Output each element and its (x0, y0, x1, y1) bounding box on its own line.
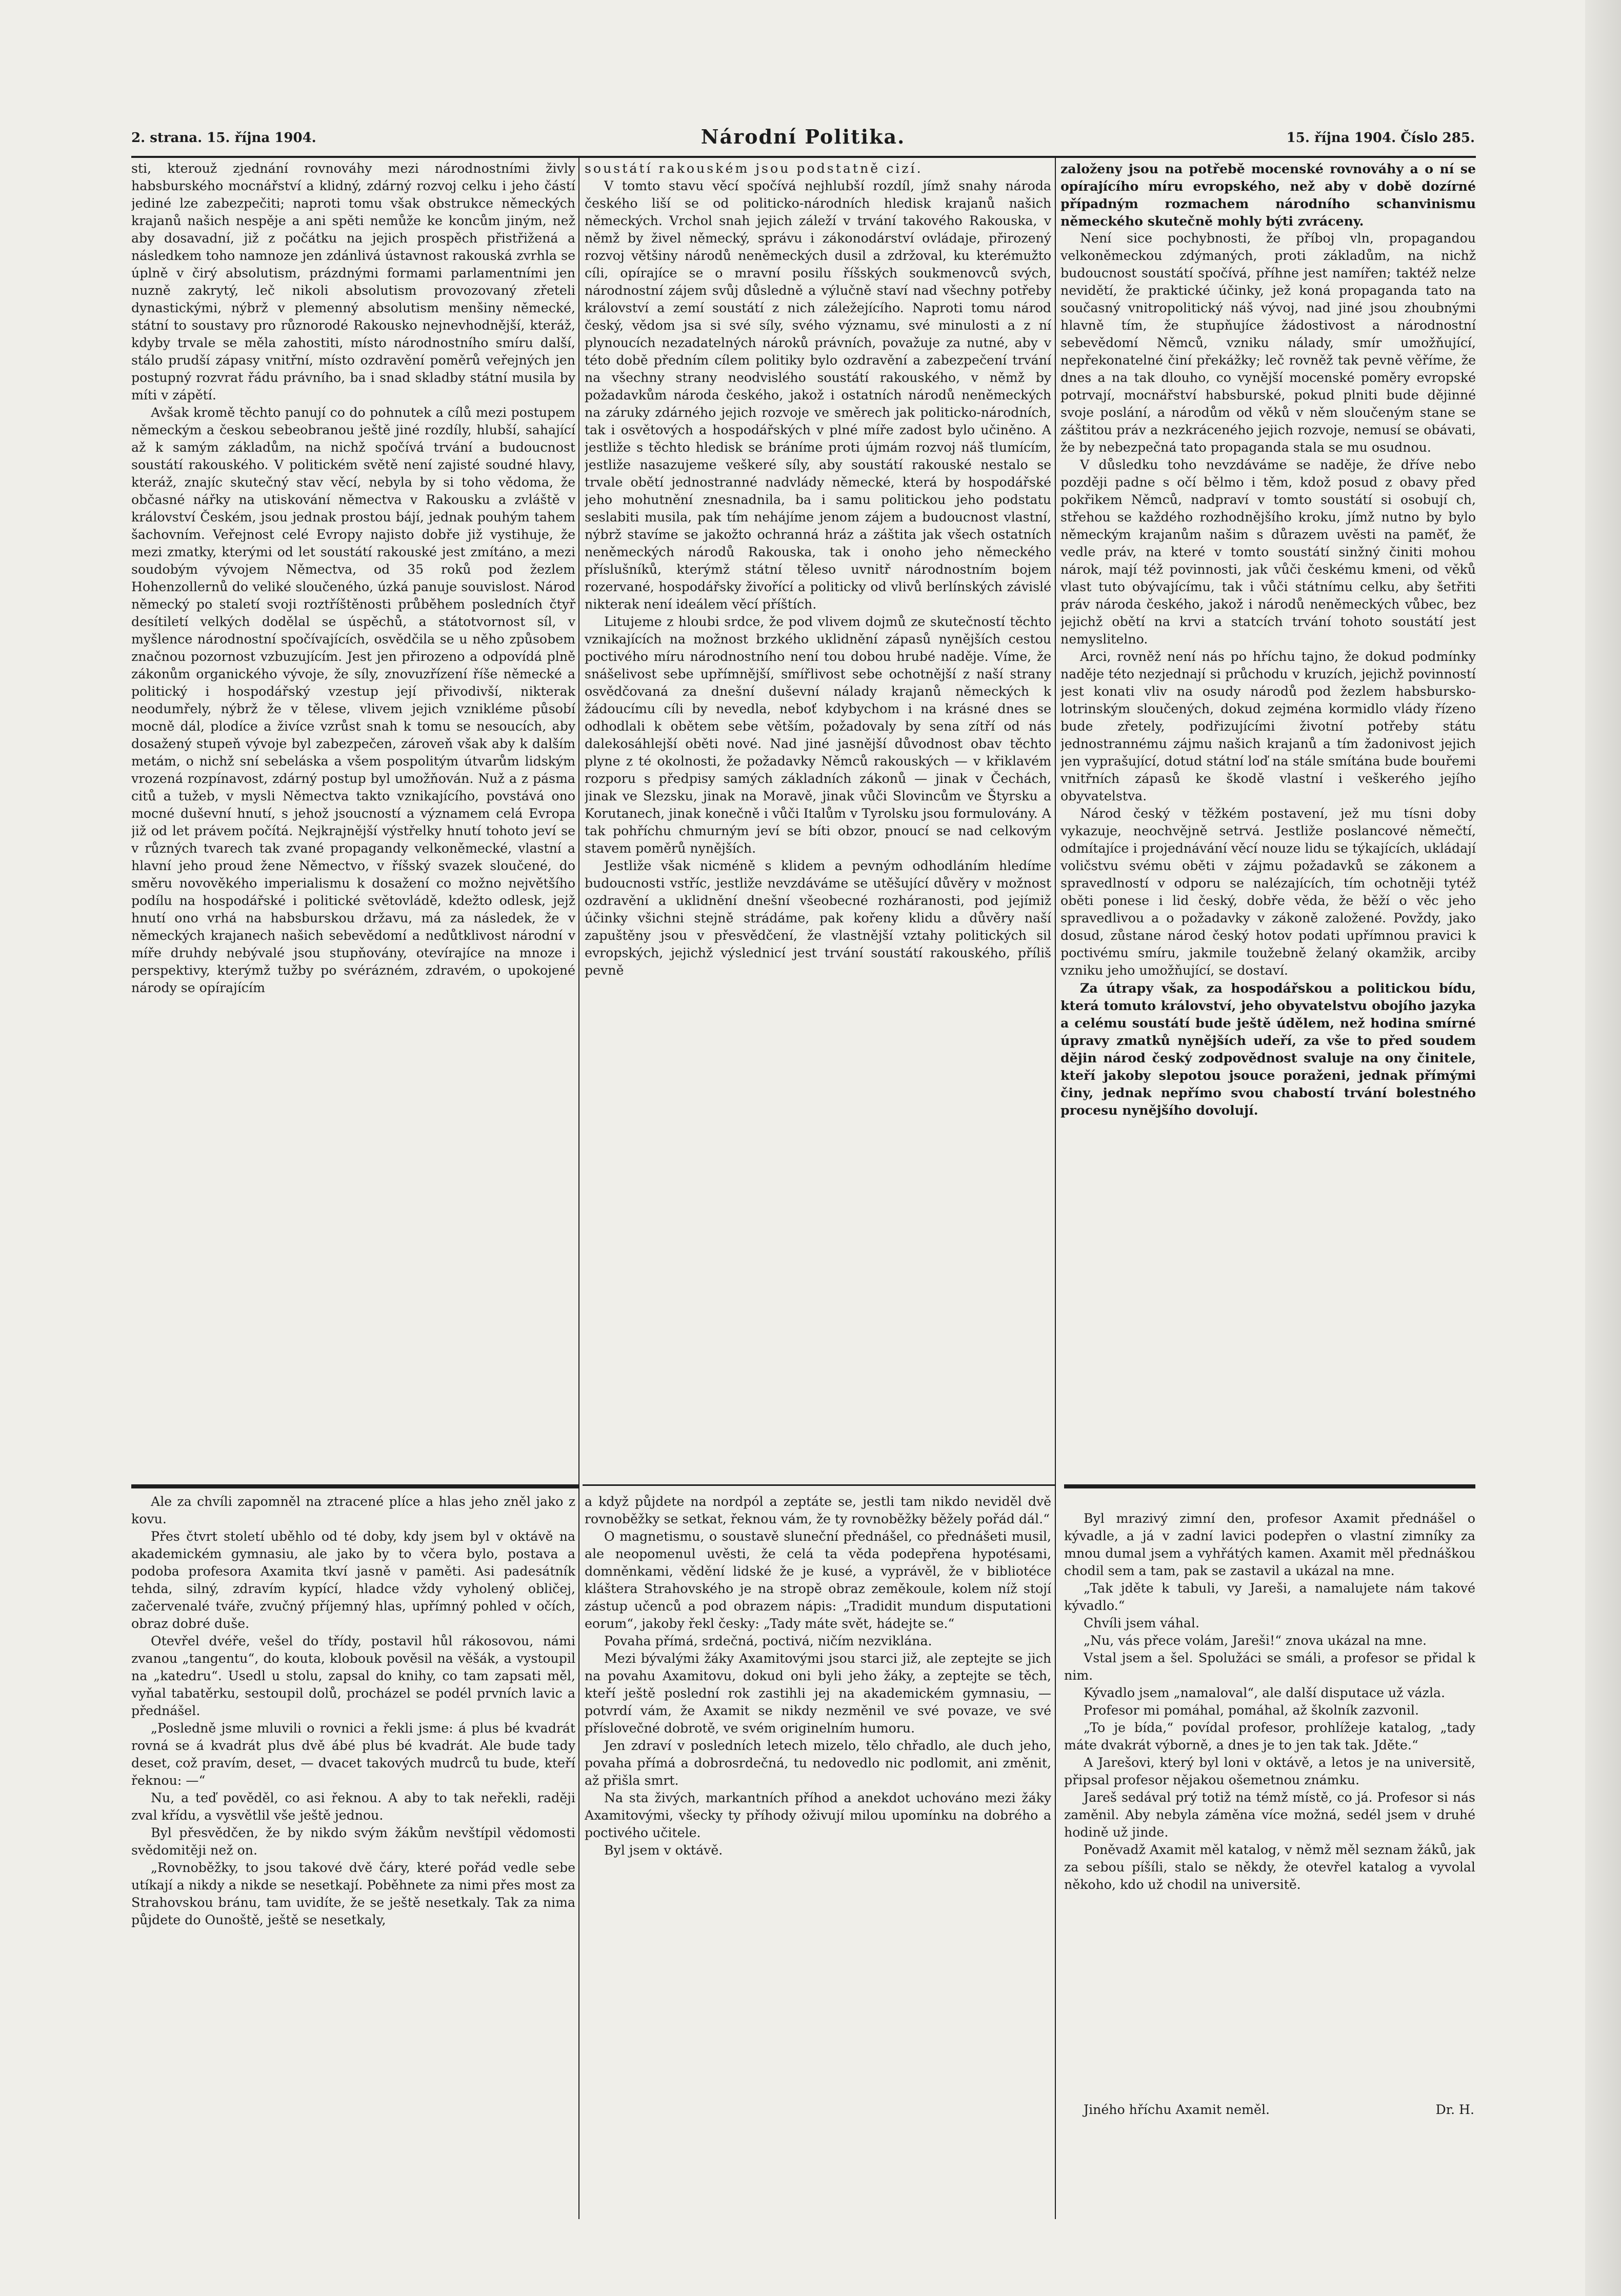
masthead-title: Národní Politika. (701, 125, 906, 148)
closing-line (1064, 2101, 1474, 2119)
feuilleton-column-1 (131, 1493, 575, 2216)
paragraph: Není sice pochybnosti, že příboj vln, propagandou velkoněmeckou zdýmaných, proti základům, na nichž budoucnost soustátí spočívá, příhne jest namířen; taktéž nelze nevidětí, že praktické účinky, jež koná propaganda tato na současný vnitropolitický náš vývoj, nad jiné jsou zhoubnými hlavně tím, že stupňujíce žádostivost a národnostní sebevědomí Němců, vzniku nálady, smír umožňující, nepřekonatelné činí překážky; leč rovněž tak pevně věříme, že dnes a na tak dlouho, co vynější mocenské poměry evropské potrvají, mocnářství habsburské, pokud plniti bude dějinné svoje poslání, a národům od věků v něm sloučeným stane se záštitou práv a nezkráceného jejich rozvoje, nemusí se obávati, že by nebezpečná tato propaganda stala se mu osudnou. (1060, 231, 1476, 455)
column-rule-1 (578, 158, 579, 2219)
paragraph: Mezi bývalými žáky Axamitovými jsou starci již, ale zeptejte se jich na povahu Axamitovu, dokud oni byli jeho žáky, a zeptejte se těch, kteří ještě poslední rok zastihli jej na akademickém gymnasiu, — potvrdí vám, že Axamit se nikdy nezměnil ve své povaze, ve své příslovečné dobrotě, ve svém originelním humoru. (585, 1651, 1051, 1736)
paragraph: Avšak kromě těchto panují co do pohnutek a cílů mezi postupem německým a českou sebeobranou ještě jiné rozdíly, hlubší, sahající až k samým základům, na nichž spočívá trvání a budoucnost soustátí rakouského. V politickém světě není zajisté soudné hlavy, kteráž, znajíc skutečný stav věcí, nebyla by si toho vědoma, že občasné nářky na utiskování němectva v Rakousku a zvláště v království Českém, jsou jednak prostou bájí, jednak pouhým tahem šachovním. Veřejnost celé Evropy najisto dobře již vystihuje, že mezi zmatky, kterými od let soustátí rakouské jest zmítáno, a mezi soudobým vývojem Němectva, od 35 roků pod žezlem Hohenzollernů do veliké sloučeného, úzká panuje souvislost. Národ německý po staletí svoji roztříštěnosti průběhem posledních čtyř desítiletí velkých dodělal se úspěchů, a státotvornost síl, v myšlence národnostní spočívajících, osvědčila se u něho způsobem značnou pozornost vzbuzujícím. Jest jen přirozeno a odpovídá plně zákonům organického vývoje, že síly, znovuzřízení říše německé a politický i hospodářský vzestup její přivodivší, nikterak neodumřely, nýbrž že v tělese, vlivem jejich vznikléme působí mocně dál, plodíce a živíce vzrůst snah k tomu se nesoucích, aby dosažený stupeň vývoje byl zabezpečen, zároveň však aby k dalším metám, o nichž sní sebeláska a všem pospolitým útvarům lidským vrozená rozpínavost, zdárný postup byl umožňován. Nuž a z pásma citů a tužeb, v mysli Němectva takto vznikajícího, povstává ono mocné duševní hnutí, s jehož jsoucností a významem celá Evropa již od let právem počítá. Nejkrajnější výstřelky hnutí tohoto jeví se v různých tvarech tak zvané propagandy velkoněmecké, vlastní a hlavní jeho proud žene Němectvo, v říšský svazek sloučené, do směru novověkého imperialismu k dosažení co možno největšího podílu na hospodářské i politické světovládě, kdežto odlesk, jejž hnutí ono vrhá na habsburskou državu, má za následek, že v německých krajanech našich sebevědomí a nedůtklivost národní v míře druhdy nebývalé jsou stupňovány, otevírajíce na mnoze i perspektivy, kterýmž tužby po svérázném, zdravém, o upokojené národy se opírajícím (131, 405, 575, 995)
closing-sentence: Jiného hříchu Axamit neměl. (1084, 2102, 1270, 2117)
paragraph: Jareš sedával prý totiž na témž místě, co já. Profesor si nás zaměnil. Aby nebyla záměna více možná, sedél jsem v druhé hodině už jinde. (1064, 1790, 1475, 1840)
header-right: 15. října 1904. Číslo 285. (1286, 130, 1475, 146)
header-left: 2. strana. 15. října 1904. (131, 130, 316, 146)
paragraph: Ale za chvíli zapomněl na ztracené plíce a hlas jeho zněl jako z kovu. (131, 1494, 575, 1526)
paragraph: Arci, rovněž není nás po hříchu tajno, že dokud podmínky naděje této nezjednají si průchodu v kruzích, jejichž povinností jest konati vliv na osudy národů pod žezlem habsbursko-lotrinským sloučených, dokud zejména kormidlo vlády řízeno bude zřetely, podřizujícími životní potřeby státu jednostrannému zájmu našich krajanů a tím žadonivost jejich jen vyprašující, dotud státní loď na stále smítána bude bouřemi vnitřních zápasů ke škodě vlastní i veškerého jejího obyvatelstva. (1060, 649, 1476, 803)
page-header (131, 125, 1475, 154)
paragraph: Byl mrazivý zimní den, profesor Axamit přednášel o kývadle, a já v zadní lavici podepřen o vlastní zimníky za mnou dumal jsem a vyhřátých kamen. Axamit měl přednáškou chodil sem a tam, pak se zastavil a ukázal na mne. (1064, 1511, 1475, 1578)
paragraph: Byl jsem v oktávě. (604, 1843, 723, 1858)
paragraph: O magnetismu, o soustavě sluneční přednášel, co přednášeti musil, ale neopomenul uvěsti, že celá ta věda podepřena hypotésami, domněnkami, vědění lidské že je kusé, a vyprávěl, že v bibliotéce kláštera Strahovského je na stropě obraz zeměkoule, kolem níž stojí zástup učenců a pod obrazem nápis: „Tradidit mundum disputationi eorum“, jakoby řekl česky: „Tady máte svět, hádejte se.“ (585, 1529, 1051, 1631)
paragraph: Poněvadž Axamit měl katalog, v němž měl seznam žáků, jak za sebou píšíli, stalo se někdy, že otevřel katalog a vyvolal někoho, kdo už chodil na universitě. (1064, 1842, 1475, 1892)
paragraph: Jestliže však nicméně s klidem a pevným odhodláním hledíme budoucnosti vstříc, jestliže nevzdáváme se utěšující důvěry v možnost ozdravění a uklidnění dnešní všeobecné rozháranosti, pod jejímiž účinky všichni stejně strádáme, pak kořeny klidu a důvěry naší zapuštěny jsou v přesvědčení, že vlastnější vztahy politických sil evropských, jejichž výslednicí jest trvání soustátí rakouského, příliš pevně (585, 858, 1051, 978)
paragraph: Přes čtvrt století uběhlo od té doby, kdy jsem byl v oktávě na akademickém gymnasiu, ale jako by to včera bylo, postava a podoba profesora Axamita tkví jasně v paměti. Asi padesátník tehda, silný, zdravím kypící, hladce vždy vyholený obličej, začervenalé tváře, zvučný příjemný hlas, upřímný pohled v očích, obraz dobré duše. (131, 1529, 575, 1631)
paragraph: Chvíli jsem váhal. (1084, 1616, 1199, 1630)
header-rule (131, 156, 1476, 158)
paragraph: a když půjdete na nordpól a zeptáte se, jestli tam nikdo neviděl dvě rovnoběžky se setkat, řeknou vám, že ty rovnoběžky běžely pořád dál.“ (585, 1494, 1051, 1526)
feuilleton-column-2 (585, 1493, 1051, 2216)
paragraph: Nu, a teď pověděl, co asi řeknou. A aby to tak neřekli, raději zval křídu, a vysvětlil vše ještě jednou. (131, 1790, 575, 1823)
paragraph: Jen zdraví v posledních letech mizelo, tělo chřadlo, ale duch jeho, povaha přímá a dobrosrdečná, tu nedovedlo nic podlomit, ani změnit, až přišla smrt. (585, 1738, 1051, 1788)
paragraph: „Posledně jsme mluvili o rovnici a řekli jsme: á plus bé kvadrát rovná se á kvadrát plus dvě ábé plus bé kvadrát. Ale bude tady deset, což pravím, deset, — dvacet takových mudrců tu bude, kteří řeknou: —“ (131, 1721, 575, 1788)
paragraph: Kývadlo jsem „namaloval“, ale další disputace už vázla. (1084, 1685, 1446, 1700)
paragraph: Otevřel dvéře, vešel do třídy, postavil hůl rákosovou, námi zvanou „tangentu“, do kouta, klobouk pověsil na věšák, a vystoupil na „katedru“. Usedl u stolu, zapsal do knihy, co tam zapsati měl, vyňal tabatěrku, sestoupil dolů, procházel se podél prvních lavic a přednášel. (131, 1634, 575, 1718)
paragraph: V tomto stavu věcí spočívá nejhlubší rozdíl, jímž snahy národa českého liší se od politicko-národních hledisk krajanů našich německých. Vrchol snah jejich záleží v trvání takového Rakouska, v němž by živel německý, správu i zákonodárství ovládaje, přirozený rozvoj většiny národů neněmeckých dusil a zdržoval, ku kterémužto cíli, opírajíce se o mravní posilu říšských soukmenovců svých, národnostní zájem svůj důsledně a výlučně staví nad všechny potřeby království a zemí soustátí z nich záležejícího. Naproti tomu národ český, vědom jsa si své síly, svého významu, své minulosti a z ní plynoucích nezadatelných nároků právních, považuje za nutné, aby v této době předním cílem politiky bylo ozdravění a zabezpečení trvání na všechny strany neodvislého soustátí rakouského, v němž by požadavkům národa českého, jakož i ostatních národů neněmeckých na záruky zdárného jejich rozvoje ve směrech jak politicko-národních, tak i osvětových a hospodářských v plné míře zadost bylo učiněno. A jestliže s těchto hledisk se bráníme proti újmám rozvoj náš tlumícím, jestliže nasazujeme veškeré síly, aby soustátí rakouské nestalo se trvale obětí jednostranné nadvlády německé, která by hospodářské jeho mohutnění znesnadnila, ba i samu politickou jeho podstatu seslabiti musila, pak tím nehájíme jenom zájem a budoucnost vlastní, nýbrž stavíme se jakožto ochranná hráz a záštita jak všech ostatních neněmeckých národů Rakouska, tak i onoho jeho německého příslušníků, kterýmž státní těleso uvnitř národnostním bojem rozervané, hospodářsky živořící a politicky od vlivů berlínských závislé nikterak není ideálem věcí příštích. (585, 178, 1051, 612)
paragraph: „Nu, vás přece volám, Jareši!“ znova ukázal na mne. (1084, 1633, 1427, 1648)
author-signature: Dr. H. (1435, 2102, 1474, 2117)
feuilleton-rule-right (1064, 1484, 1475, 1488)
editorial-column-1 (131, 160, 575, 1483)
scan-edge-shadow (1585, 0, 1621, 2296)
editorial-column-3 (1060, 160, 1476, 1483)
paragraph: A Jarešovi, který byl loni v oktávě, a letos je na universitě, připsal profesor nějakou ošemetnou známku. (1064, 1755, 1475, 1787)
paragraph: Litujeme z hloubi srdce, že pod vlivem dojmů ze skutečností těchto vznikajících na možnost brzkého uklidnění zápasů nynějších cestou poctivého míru národnostního není tou dobou hrubé naděje. Víme, že snášelivost sebe upřímnější, smířlivost sebe ochotnější z naší strany osvědčovaná za dnešní duševní nálady krajanů německých k žádoucímu cíli by nevedla, neboť kdybychom i na krásné dnes se odhodlali k obětem sebe větším, požadovaly by sena zítří od nás dalekosáhlejší oběti nové. Nad jiné jasnější důvodnost obav těchto plyne z té okolnosti, že požadavky Němců rakouských — v křiklavém rozporu s předpisy samých základních zákonů — jinak v Čechách, jinak ve Slezsku, jinak na Moravě, jinak vůči Slovincům ve Štyrsku a Korutanech, jinak konečně i vůči Italům v Tyrolsku jsou formulovány. A tak pohříchu chmurným jeví se bíti obzor, pnoucí se nad celkovým stavem poměrů nynějších. (585, 614, 1051, 856)
column-rule-2 (1055, 158, 1056, 2219)
paragraph: sti, kterouž zjednání rovnováhy mezi národnostními živly habsburského mocnářství a klidný, zdárný rozvoj celku i jeho částí jediné lze zabezpečiti; naproti tomu však obstrukce německých krajanů našich nespěje a ani spěti nemůže ke koncům jiným, než aby dosavadní, již z počátku na jejich prospěch přistřižená a následkem toho namnoze jen zdánlivá ústavnost rakouská zvrhla se úplně v čirý absolutism, prázdnými formami parlamentními jen nuzně zakrytý, leč nikoli absolutism provozovaný zřeteli dynastickými, nýbrž v plemenný absolutism menšiny německé, státní to soustavy pro různorodé Rakousko nejnevhodnější, kteráž, kdyby trvale se měla zahostiti, místo národnostního smíru další, stálo prudší zápasy vnitřní, místo ozdravění poměrů veřejných jen postupný rozvrat řádu právního, ba i snad skladby státní musila by míti v zápětí. (131, 161, 575, 402)
paragraph: Národ český v těžkém postavení, jež mu tísni doby vykazuje, neochvějně setrvá. Jestliže poslancové němečtí, odmítajíce i projednávání věcí nouze lidu se týkajících, ukládají voličstvu svému oběti v zájmu požadavků se zákonem a spravedlností v odporu se nalézajících, tím ochotněji tytéž oběti ponese i lid český, dobře věda, že běží o věc jeho spravedlivou a o požadavky v zákoně založené. Povždy, jako dosud, zůstane národ český hotov podati upřímnou pravici k poctivému smíru, jakmile toužebně želaný okamžik, arciby vzniku jeho umožňující, se dostaví. (1060, 806, 1476, 978)
paragraph: Profesor mi pomáhal, pomáhal, až školník zazvonil. (1084, 1703, 1419, 1718)
feuilleton-rule-middle (583, 1484, 1055, 1486)
paragraph: „Tak jděte k tabuli, vy Jareši, a namalujete nám takové kývadlo.“ (1064, 1581, 1475, 1613)
paragraph: založeny jsou na potřebě mocenské rovnováhy a o ní se opírajícího míru evropského, než aby v době dozírné případným rozmachem národního schanvinismu německého skutečně mohly býti zvráceny. (1060, 161, 1476, 229)
paragraph: Vstal jsem a šel. Spolužáci se smáli, a profesor se přidal k nim. (1064, 1650, 1475, 1683)
feuilleton-rule-left (131, 1484, 578, 1488)
paragraph: Na sta živých, markantních příhod a anekdot uchováno mezi žáky Axamitovými, všecky ty příhody oživují milou upomínku na dobrého a poctivého učitele. (585, 1790, 1051, 1840)
paragraph: Povaha přímá, srdečná, poctivá, ničím nezviklána. (604, 1634, 932, 1648)
paragraph: Byl přesvědčen, že by nikdo svým žákům nevštípil vědomosti svědomitěji než on. (131, 1825, 575, 1858)
paragraph: V důsledku toho nevzdáváme se naděje, že dříve nebo později padne s očí bělmo i těm, kdož posud z obavy před pokřikem Němců, nadpraví v tomto soustátí si osobují ch, střehou se každého rozhodnějšího kroku, jímž nutno by bylo německým krajanům našim s důrazem uvěsti na paměť, že vedle práv, na které v tomto soustátí sinžný činiti mohou nárok, mají též povinnosti, jak vůči českému kmeni, od věků vlast tuto obývajícímu, tak i vůči státnímu celku, aby šetřiti práv národa českého, jakož i národů neněmeckých vůbec, bez jejichž obětí na krvi a statcích trvání tohoto soustátí jest nemyslitelno. (1060, 457, 1476, 647)
paragraph: „To je bída,“ povídal profesor, prohlížeje katalog, „tady máte dvakrát výborně, a dnes je to jen tak tak. Jděte.“ (1064, 1720, 1475, 1753)
paragraph: Za útrapy však, za hospodářskou a politickou bídu, která tomuto království, jeho obyvatelstvu obojího jazyka a celému soustátí bude ještě údělem, než hodina smírné úpravy zmatků nynějších udeří, za vše to před soudem dějin národ český zodpovědnost svaluje na ony činitele, kteří jakoby slepotou jsouce poraženi, jednak přímými činy, jednak nepřímo svou chabostí trvání bolestného procesu nynějšího dovolují. (1060, 980, 1476, 1118)
paragraph: „Rovnoběžky, to jsou takové dvě čáry, které pořád vedle sebe utíkají a nikdy a nikde se nesetkají. Poběhnete za nimi přes most za Strahovskou bránu, tam uvidíte, že se ještě nesetkaly. Tak za nima půjdete do Ounoště, ještě se nesetkaly, (131, 1860, 575, 1927)
editorial-column-2 (585, 160, 1051, 1483)
paragraph: soustátí rakouském jsou podstatně cizí. (585, 161, 923, 176)
feuilleton-column-3 (1064, 1510, 1475, 2100)
